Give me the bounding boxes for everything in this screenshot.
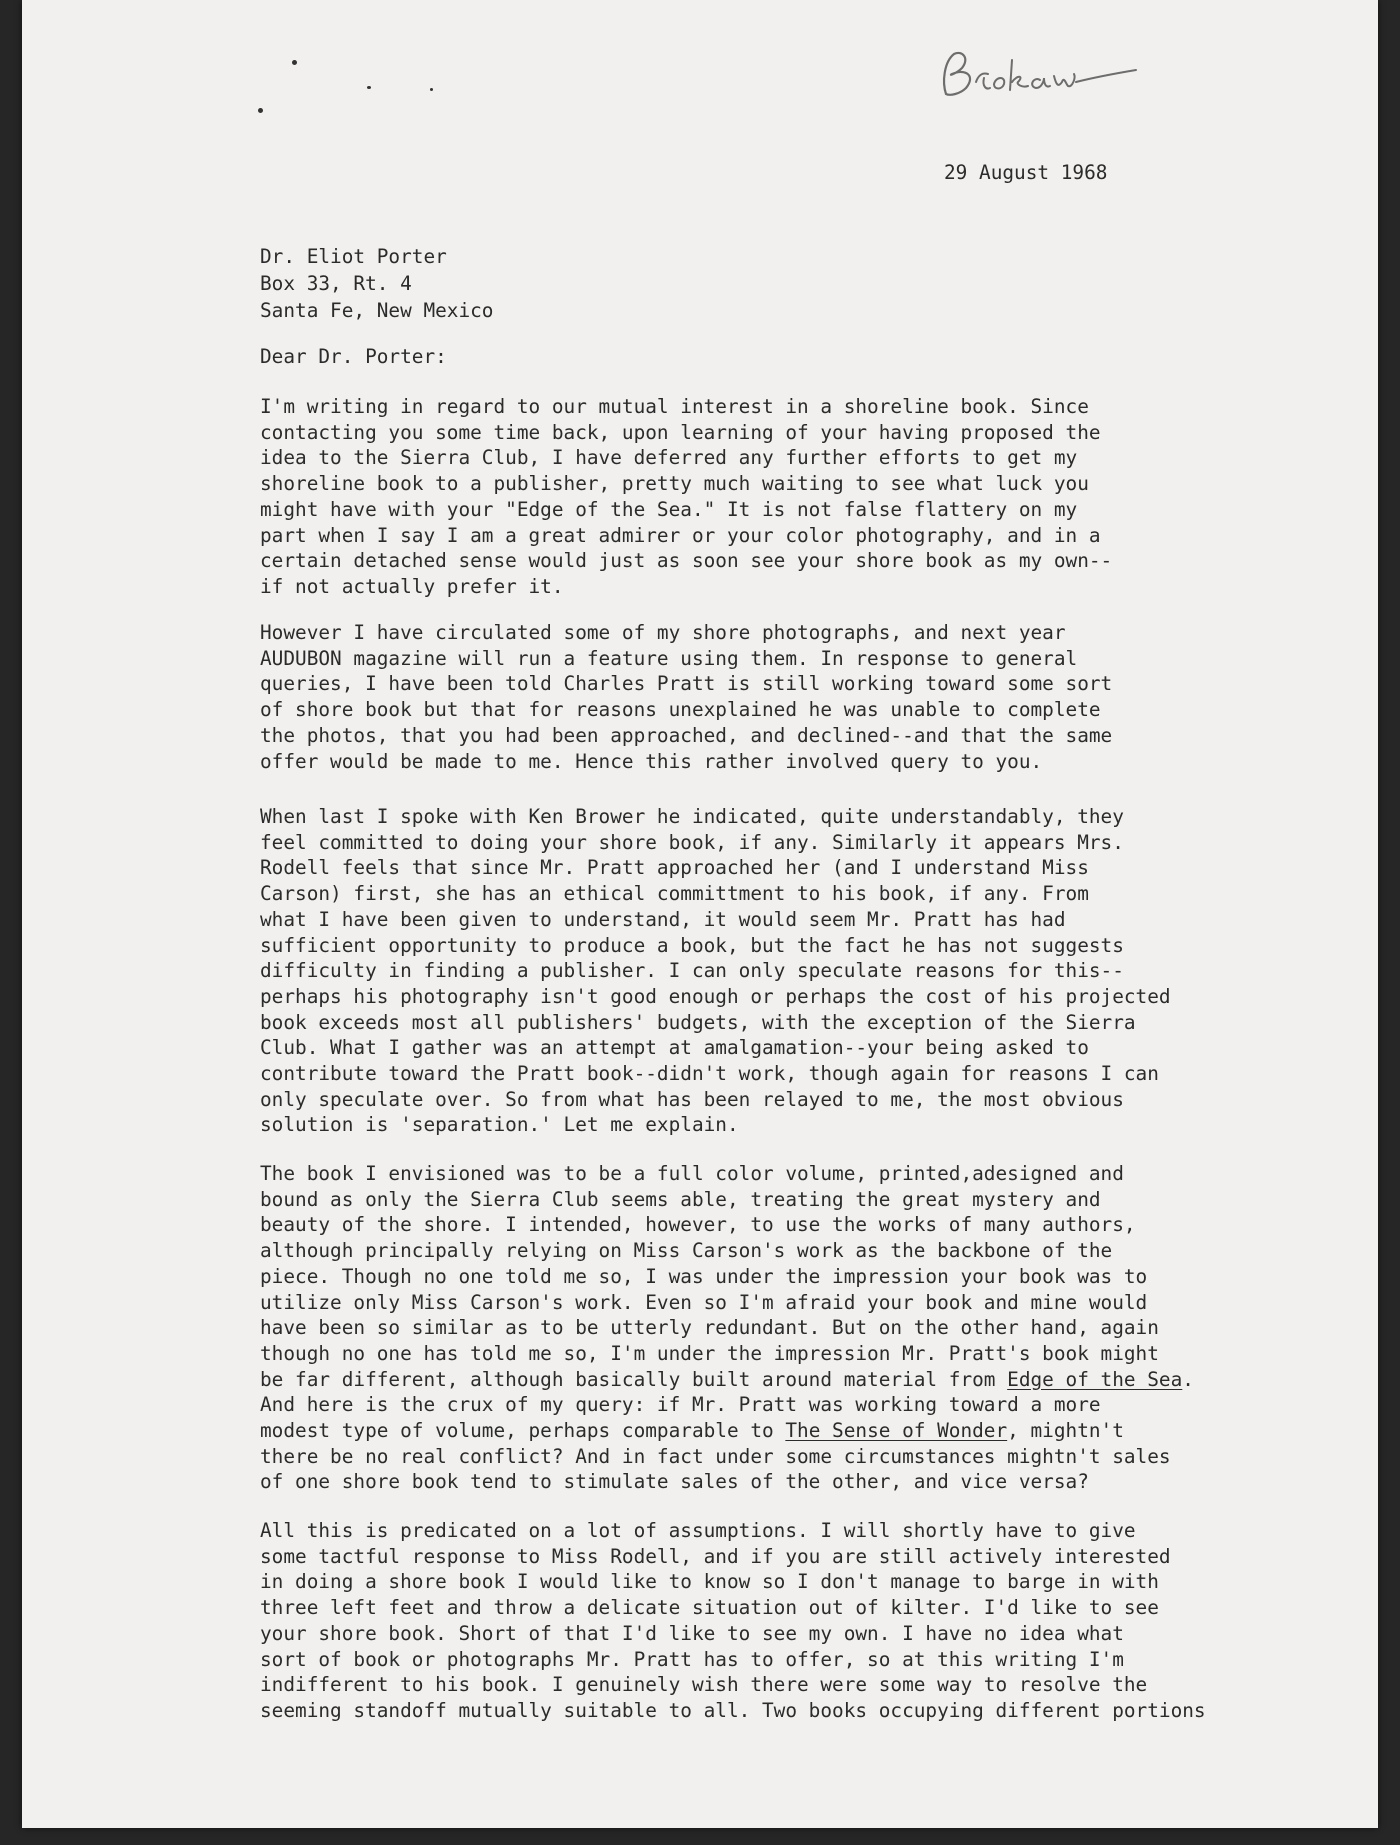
body-paragraph <box>260 804 1171 1138</box>
book-title-sense-of-wonder: The Sense of Wonder <box>785 1419 1008 1443</box>
text-line: bound as only the Sierra Club seems able, treating the great mystery and <box>260 1187 1101 1211</box>
text-line: AUDUBON magazine will run a feature using them. In response to general <box>260 646 1078 670</box>
text-segment: . <box>1182 1367 1194 1391</box>
text-line: offer would be made to me. Hence this rather involved query to you. <box>260 749 1043 773</box>
text-segment: , mightn't <box>1007 1419 1124 1443</box>
text-line: feel committed to doing your shore book, if any. Similarly it appears Mrs. <box>260 830 1124 854</box>
text-line: certain detached sense would just as soon see your shore book as my own-- <box>260 549 1113 573</box>
text-segment: be far different, although basically built around material from <box>260 1367 1008 1391</box>
text-line: However I have circulated some of my shore photographs, and next year <box>260 621 1066 644</box>
text-line: Rodell feels that since Mr. Pratt approached her (and I understand Miss <box>260 856 1089 880</box>
text-line: piece. Though no one told me so, I was under the impression your book was to <box>260 1264 1148 1288</box>
stray-mark <box>430 88 433 91</box>
address-line: Box 33, Rt. 4 <box>260 272 412 295</box>
text-line: When last I spoke with Ken Brower he indicated, quite understandably, they <box>260 805 1124 828</box>
body-paragraph <box>260 1161 1194 1495</box>
text-line: queries, I have been told Charles Pratt is still working toward some sort <box>260 672 1113 696</box>
text-line: I'm writing in regard to our mutual interest in a shoreline book. Since <box>260 395 1089 418</box>
text-line: though no one has told me so, I'm under the impression Mr. Pratt's book might <box>260 1341 1159 1365</box>
text-line: sort of book or photographs Mr. Pratt has to offer, so at this writing I'm <box>260 1647 1124 1671</box>
handwritten-signature-image <box>932 42 1162 112</box>
salutation: Dear Dr. Porter: <box>260 345 447 368</box>
text-line: there be no real conflict? And in fact under some circumstances mightn't sales <box>260 1444 1171 1468</box>
text-line: if not actually prefer it. <box>260 574 564 598</box>
text-line: what I have been given to understand, it would seem Mr. Pratt has had <box>260 907 1066 931</box>
text-line: The book I envisioned was to be a full color volume, printed,adesigned and <box>260 1162 1124 1185</box>
letter-date: 29 August 1968 <box>944 161 1108 184</box>
body-paragraph <box>260 394 1112 600</box>
text-line: have been so similar as to be utterly redundant. But on the other hand, again <box>260 1316 1159 1340</box>
text-line: And here is the crux of my query: if Mr. Pratt was working toward a more <box>260 1393 1101 1417</box>
text-line: contribute toward the Pratt book--didn't work, though again for reasons I can <box>260 1062 1159 1086</box>
text-line: Carson) first, she has an ethical committment to his book, if any. From <box>260 882 1089 906</box>
recipient-address <box>260 243 493 324</box>
text-line: your shore book. Short of that I'd like to see my own. I have no idea what <box>260 1621 1124 1645</box>
text-line: beauty of the shore. I intended, however, to use the works of many authors, <box>260 1213 1136 1237</box>
text-line: All this is predicated on a lot of assumptions. I will shortly have to give <box>260 1519 1136 1542</box>
text-line: utilize only Miss Carson's work. Even so I'm afraid your book and mine would <box>260 1290 1148 1314</box>
text-line: three left feet and throw a delicate situation out of kilter. I'd like to see <box>260 1596 1159 1620</box>
text-line: only speculate over. So from what has been relayed to me, the most obvious <box>260 1087 1124 1111</box>
text-line: indifferent to his book. I genuinely wish there were some way to resolve the <box>260 1673 1148 1697</box>
text-line: some tactful response to Miss Rodell, and if you are still actively interested <box>260 1544 1171 1568</box>
stray-mark <box>258 108 263 113</box>
text-line: the photos, that you had been approached, and declined--and that the same <box>260 723 1113 747</box>
text-line: perhaps his photography isn't good enough or perhaps the cost of his projected <box>260 984 1171 1008</box>
text-line: difficulty in finding a publisher. I can only speculate reasons for this-- <box>260 959 1124 983</box>
text-line: sufficient opportunity to produce a book, but the fact he has not suggests <box>260 933 1124 957</box>
stray-mark <box>367 86 371 89</box>
text-line <box>260 1367 1194 1393</box>
text-line: might have with your "Edge of the Sea." It is not false flattery on my <box>260 497 1078 521</box>
text-line: shoreline book to a publisher, pretty much waiting to see what luck you <box>260 472 1089 496</box>
book-title-edge-of-the-sea: Edge of the Sea <box>1007 1367 1183 1391</box>
text-line: of shore book but that for reasons unexplained he was unable to complete <box>260 698 1101 722</box>
text-line: seeming standoff mutually suitable to all. Two books occupying different portions <box>260 1698 1206 1722</box>
text-line: idea to the Sierra Club, I have deferred any further efforts to get my <box>260 446 1078 470</box>
text-line: Club. What I gather was an attempt at amalgamation--your being asked to <box>260 1036 1089 1060</box>
text-line: in doing a shore book I would like to know so I don't manage to barge in with <box>260 1570 1159 1594</box>
address-line: Dr. Eliot Porter <box>260 245 447 268</box>
body-paragraph <box>260 620 1112 774</box>
text-line: contacting you some time back, upon learning of your having proposed the <box>260 420 1101 444</box>
text-line <box>260 1418 1194 1444</box>
stray-mark <box>292 60 297 65</box>
address-line: Santa Fe, New Mexico <box>260 299 494 322</box>
text-line: book exceeds most all publishers' budgets, with the exception of the Sierra <box>260 1010 1136 1034</box>
text-line: although principally relying on Miss Carson's work as the backbone of the <box>260 1239 1113 1263</box>
handwritten-annotation <box>932 42 1162 112</box>
text-segment: modest type of volume, perhaps comparable to <box>260 1419 786 1443</box>
letter-page <box>22 0 1378 1828</box>
body-paragraph <box>260 1518 1206 1724</box>
text-line: solution is 'separation.' Let me explain. <box>260 1113 739 1137</box>
text-line: part when I say I am a great admirer or your color photography, and in a <box>260 523 1101 547</box>
text-line: of one shore book tend to stimulate sales of the other, and vice versa? <box>260 1470 1089 1494</box>
